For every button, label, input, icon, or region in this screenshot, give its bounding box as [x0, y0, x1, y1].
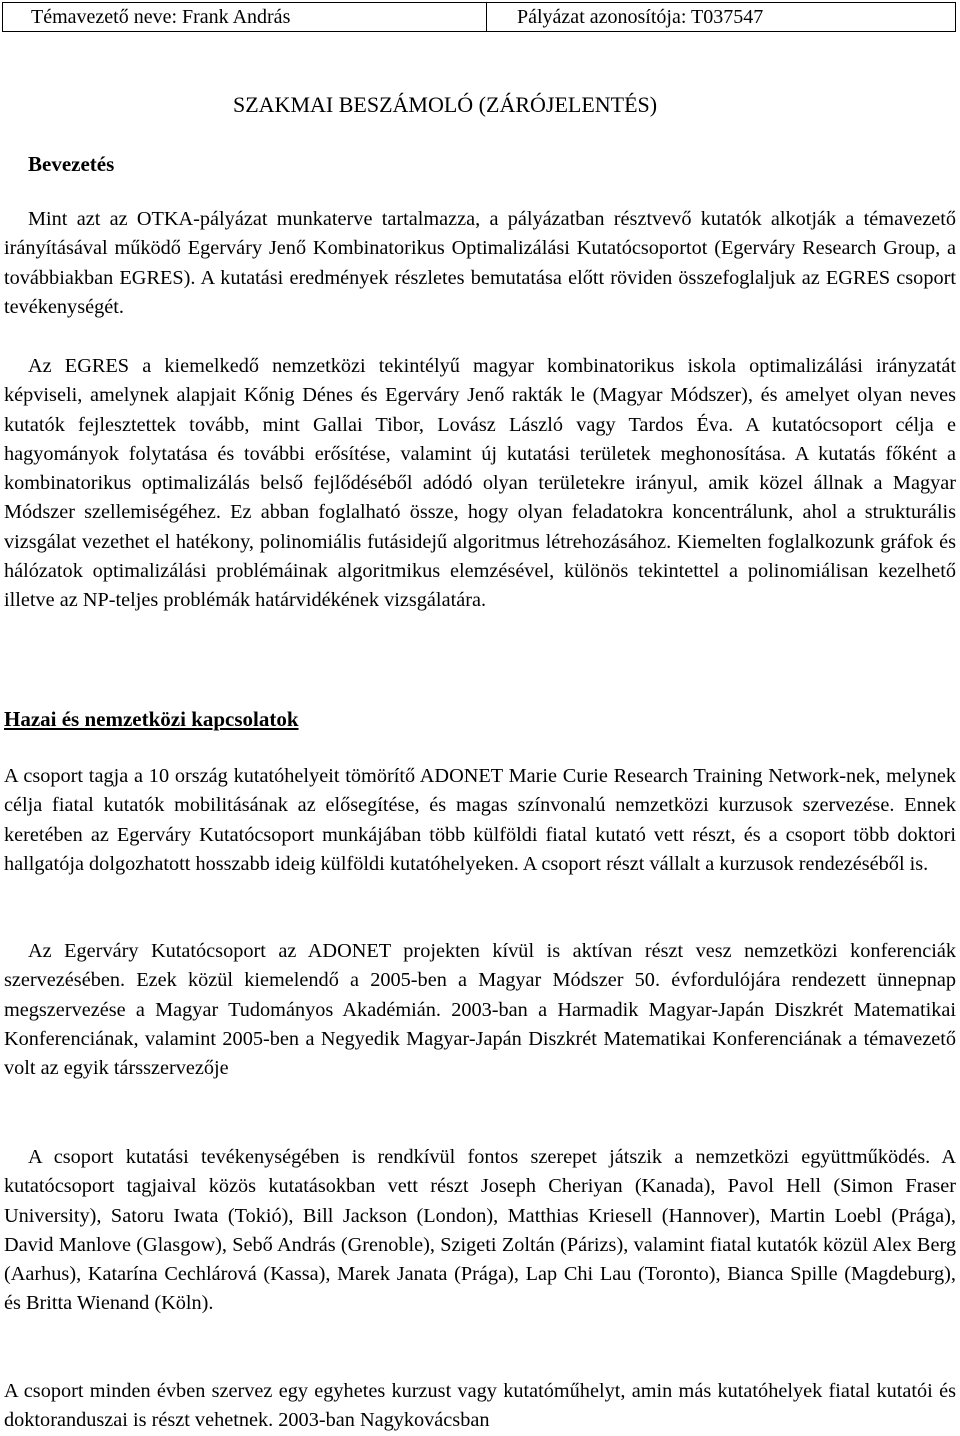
relations-paragraph-1: A csoport tagja a 10 ország kutatóhelyeit tömörítő ADONET Marie Curie Research Training Network-nek, melynek célja fiatal kutatók mobilitásának az elősegítése, és magas színvonalú nemzetközi kurzusok szervezése. Ennek keretében az Egerváry Kutatócsoport munkájában több külföldi fiatal kutató vett részt, és a csoport több doktori hallgatója dolgozhatott hosszabb ideig külföldi kutatóhelyeken. A csoport részt vállalt a kurzusok rendezéséből is.	[4, 765, 956, 875]
intro-paragraph-2: Az EGRES a kiemelkedő nemzetközi tekintélyű magyar kombinatorikus iskola optimalizálási irányzatát képviseli, amelynek alapjait Kőnig Dénes és Egerváry Jenő rakták le (Magyar Módszer), és amelyet olyan neves kutatók fejlesztettek tovább, mint Gallai Tibor, Lovász László vagy Tardos Éva. A kutatócsoport célja e hagyományok folytatása és további erősítése, valamint új kutatási területek meghonosítása. A kutatás főként a kombinatorikus optimalizálás belső fejlődéséből adódó olyan területekre irányul, amik közel állnak a Magyar Módszer szellemiségéhez. Ez abban foglalható össze, hogy olyan feladatokra koncentrálunk, ahol a strukturális vizsgálat vezethet el hatékony, polinomiális futásidejű algoritmus létrehozásához. Kiemelten foglalkozunk gráfok és hálózatok optimalizálási problémáinak algoritmikus elemzésével, különös tekintettel a polinomiálisan kezelhető illetve az NP-teljes problémák határvidékének vizsgálatára.	[4, 355, 956, 612]
relations-paragraph-2: Az Egerváry Kutatócsoport az ADONET projekten kívül is aktívan részt vesz nemzetközi konferenciák szervezésében. Ezek közül kiemelendő a 2005-ben a Magyar Módszer 50. évfordulójára rendezett ünnepnap megszervezése a Magyar Tudományos Akadémián. 2003-ban a Harmadik Magyar-Japán Diszkrét Matematikai Konferenciának, valamint 2005-ben a Negyedik Magyar-Japán Diszkrét Matematikai Konferenciának a témavezető volt az egyik társszervezője	[4, 940, 956, 1080]
supervisor-name: Témavezető neve: Frank András	[3, 3, 487, 31]
intro-heading: Bevezetés	[28, 152, 115, 176]
header-table	[2, 2, 956, 32]
relations-paragraph-3: A csoport kutatási tevékenységében is rendkívül fontos szerepet játszik a nemzetközi együttműködés. A kutatócsoport tagjaival közös kutatásokban vett részt Joseph Cheriyan (Kanada), Pavol Hell (Simon Fraser University), Satoru Iwata (Tokió), Bill Jackson (London), Matthias Kriesell (Hannover), Martin Loebl (Prága), David Manlove (Glasgow), Sebő András (Grenoble), Szigeti Zoltán (Párizs), valamint fiatal kutatók közül Alex Berg (Aarhus), Katarína Cechlárová (Kassa), Marek Janata (Prága), Lap Chi Lau (Toronto), Bianca Spille (Magdeburg), és Britta Wienand (Köln).	[4, 1146, 956, 1315]
report-title: SZAKMAI BESZÁMOLÓ (ZÁRÓJELENTÉS)	[233, 92, 658, 117]
application-id: Pályázat azonosítója: T037547	[517, 6, 764, 28]
relations-paragraph-4: A csoport minden évben szervez egy egyhetes kurzust vagy kutatóműhelyt, amin más kutatóhelyek fiatal kutatói és doktoranduszai is részt vehetnek. 2003-ban Nagykovácsban	[4, 1380, 956, 1432]
relations-heading: Hazai és nemzetközi kapcsolatok	[4, 707, 299, 731]
intro-paragraph-1: Mint azt az OTKA-pályázat munkaterve tartalmazza, a pályázatban résztvevő kutatók alkotják a témavezető irányításával működő Egerváry Jenő Kombinatorikus Optimalizálási Kutatócsoportot (Egerváry Research Group, a továbbiakban EGRES). A kutatási eredmények részletes bemutatása előtt röviden összefoglaljuk az EGRES csoport tevékenységét.	[4, 208, 956, 318]
